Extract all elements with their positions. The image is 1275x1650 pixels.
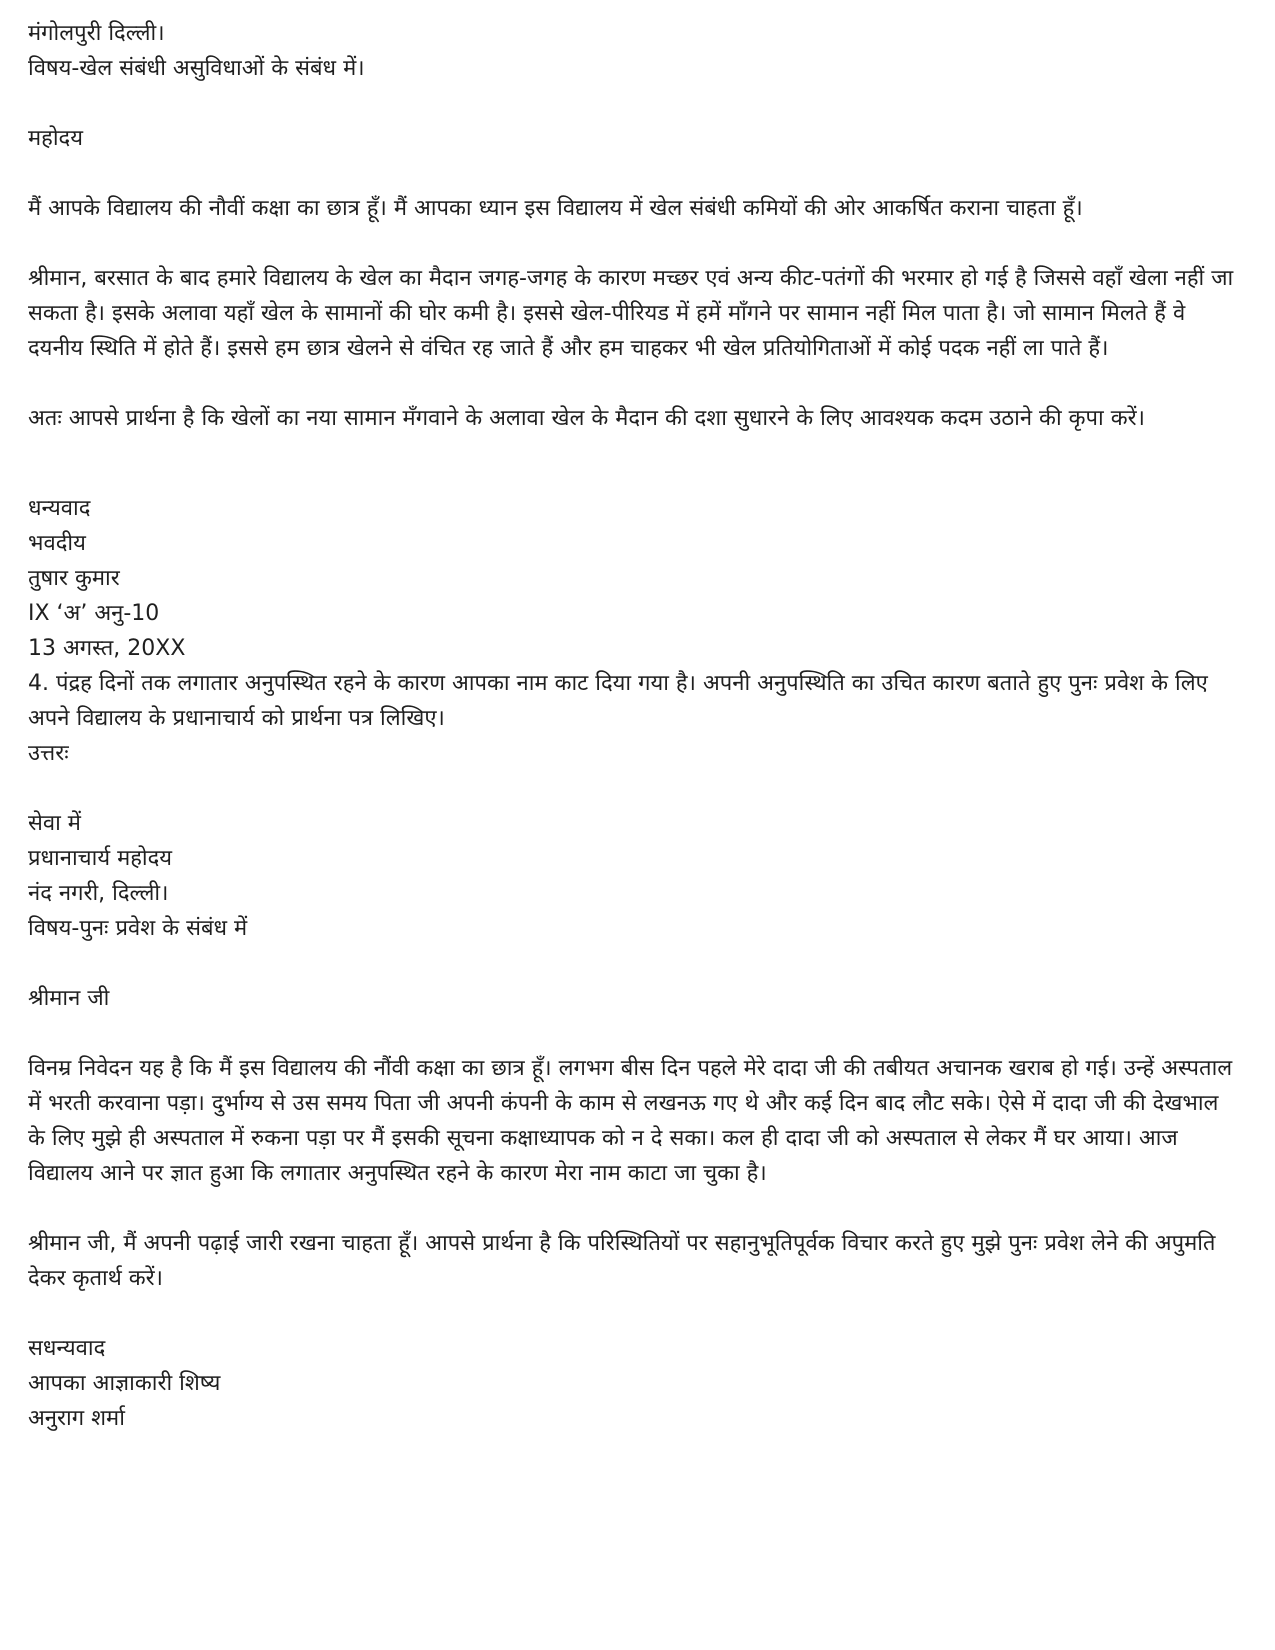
letter1-paragraph-3: अतः आपसे प्रार्थना है कि खेलों का नया सामान मँगवाने के अलावा खेल के मैदान की दशा सुधारने के लिए आवश्यक कदम उठाने की कृपा करें।	[28, 406, 1145, 431]
letter1-signature-class-roll: IX ‘अ’ अनु-10	[28, 601, 160, 626]
letter2-subject-line: विषय-पुनः प्रवेश के संबंध में	[28, 916, 248, 941]
letter1-paragraph-2: श्रीमान, बरसात के बाद हमारे विद्यालय के खेल का मैदान जगह-जगह के कारण मच्छर एवं अन्य कीट-पतंगों की भरमार हो गई है जिससे वहाँ खेला नहीं जा सकता है। इसके अलावा यहाँ खेल के सामानों की घोर कमी है। इससे खेल-पीरियड में हमें माँगने पर सामान नहीं मिल पाता है। जो सामान मिलते हैं वे दयनीय स्थिति में होते हैं। इससे हम छात्र खेलने से वंचित रह जाते हैं और हम चाहकर भी खेल प्रतियोगिताओं में कोई पदक नहीं ला पाते हैं।	[28, 266, 1234, 361]
letter2-address-line-1: सेवा में	[28, 811, 81, 836]
letter1-signature-thanks: धन्यवाद	[28, 496, 91, 521]
letter-1	[28, 16, 1241, 666]
question-4-block	[28, 666, 1241, 771]
letter-2	[28, 806, 1241, 1436]
letter1-signature-name: तुषार कुमार	[28, 566, 120, 591]
letter1-paragraph-1: मैं आपके विद्यालय की नौवीं कक्षा का छात्र हूँ। मैं आपका ध्यान इस विद्यालय में खेल संबंधी कमियों की ओर आकर्षित कराना चाहता हूँ।	[28, 196, 1083, 221]
letter2-address-line-3: नंद नगरी, दिल्ली।	[28, 881, 169, 906]
letter1-signature-date: 13 अगस्त, 20XX	[28, 636, 186, 661]
letter2-address-block	[28, 806, 1241, 946]
letter1-signature-closing: भवदीय	[28, 531, 86, 556]
letter2-signature-block	[28, 1331, 1241, 1436]
question-4-text: 4. पंद्रह दिनों तक लगातार अनुपस्थित रहने के कारण आपका नाम काट दिया गया है। अपनी अनुपस्थिति का उचित कारण बताते हुए पुनः प्रवेश के लिए अपने विद्यालय के प्रधानाचार्य को प्रार्थना पत्र लिखिए।	[28, 671, 1208, 731]
letter2-signature-name: अनुराग शर्मा	[28, 1406, 125, 1431]
letter1-signature-block	[28, 491, 1241, 666]
letter2-address-line-2: प्रधानाचार्य महोदय	[28, 846, 173, 871]
question-4-answer-label: उत्तरः	[28, 741, 69, 766]
letter1-subject-line: विषय-खेल संबंधी असुविधाओं के संबंध में।	[28, 56, 365, 81]
letter2-signature-closing: आपका आज्ञाकारी शिष्य	[28, 1371, 221, 1396]
letter2-signature-thanks: सधन्यवाद	[28, 1336, 106, 1361]
letter2-paragraph-1: विनम्र निवेदन यह है कि मैं इस विद्यालय की नौंवी कक्षा का छात्र हूँ। लगभग बीस दिन पहले मेरे दादा जी की तबीयत अचानक खराब हो गई। उन्हें अस्पताल में भरती करवाना पड़ा। दुर्भाग्य से उस समय पिता जी अपनी कंपनी के काम से लखनऊ गए थे और कई दिन बाद लौट सके। ऐसे में दादा जी की देखभाल के लिए मुझे ही अस्पताल में रुकना पड़ा पर मैं इसकी सूचना कक्षाध्यापक को न दे सका। कल ही दादा जी को अस्पताल से लेकर मैं घर आया। आज विद्यालय आने पर ज्ञात हुआ कि लगातार अनुपस्थित रहने के कारण मेरा नाम काटा जा चुका है।	[28, 1056, 1233, 1186]
letter2-paragraph-2: श्रीमान जी, मैं अपनी पढ़ाई जारी रखना चाहता हूँ। आपसे प्रार्थना है कि परिस्थितियों पर सहानुभूतिपूर्वक विचार करते हुए मुझे पुनः प्रवेश लेने की अपुमति देकर कृतार्थ करें।	[28, 1231, 1216, 1291]
letter1-address-line: मंगोलपुरी दिल्ली।	[28, 21, 165, 46]
letter1-salutation: महोदय	[28, 126, 83, 151]
letter2-salutation: श्रीमान जी	[28, 986, 110, 1011]
